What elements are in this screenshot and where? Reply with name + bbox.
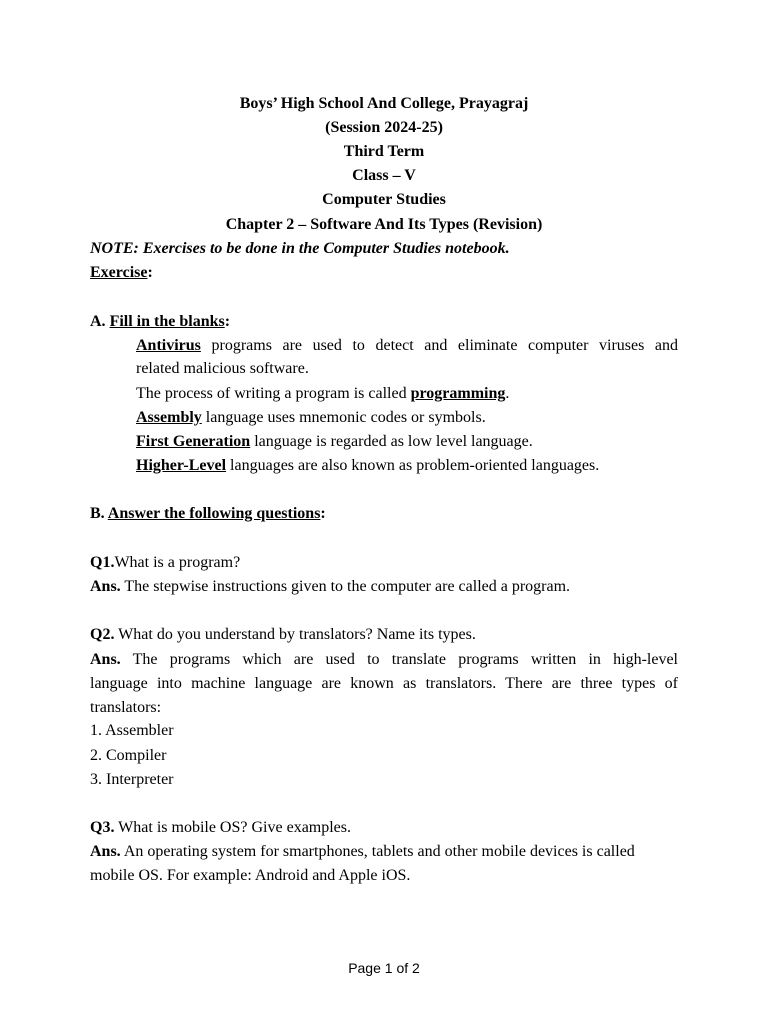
q3-text: What is mobile OS? Give examples. bbox=[118, 819, 352, 836]
blank-answer: Assembly bbox=[136, 409, 202, 426]
answer-text: The programs which are used to translate programs written in high-level bbox=[132, 651, 678, 668]
q1-answer bbox=[90, 577, 678, 597]
section-a-heading bbox=[90, 312, 678, 332]
q3-question bbox=[90, 818, 678, 838]
answer-text: The stepwise instructions given to the computer are called a program. bbox=[124, 578, 571, 595]
q1-question bbox=[90, 553, 678, 573]
q2-answer-line-1 bbox=[90, 650, 678, 670]
blank-text: programs are used to detect and eliminate computer viruses and bbox=[211, 337, 679, 354]
q2-answer-line-3: translators: bbox=[90, 699, 162, 716]
q1-label: Q1. bbox=[90, 554, 115, 571]
chapter-title: Chapter 2 – Software And Its Types (Revision) bbox=[225, 216, 543, 233]
ans-label: Ans. bbox=[90, 578, 121, 595]
fill-blank-1 bbox=[136, 336, 678, 356]
blank-answer: First Generation bbox=[136, 433, 251, 450]
section-b-colon: : bbox=[320, 505, 326, 522]
section-b-title: Answer the following questions bbox=[107, 505, 321, 522]
exercise-colon: : bbox=[147, 264, 153, 281]
list-item: 3. Interpreter bbox=[90, 771, 174, 788]
subject: Computer Studies bbox=[322, 191, 446, 208]
q3-answer-line-2: mobile OS. For example: Android and Apple iOS. bbox=[90, 867, 411, 884]
list-item: 2. Compiler bbox=[90, 747, 167, 764]
exercise-label: Exercise bbox=[90, 264, 148, 281]
ans-label: Ans. bbox=[90, 651, 121, 668]
section-b-heading bbox=[90, 504, 678, 524]
list-item: 1. Assembler bbox=[90, 722, 174, 739]
blank-answer: programming bbox=[410, 385, 506, 402]
q2-answer-line-2: language into machine language are known as translators. There are three types of bbox=[90, 675, 678, 692]
fill-blank-1-continuation: related malicious software. bbox=[136, 360, 309, 377]
school-name: Boys’ High School And College, Prayagraj bbox=[239, 95, 529, 112]
section-a-prefix: A. bbox=[90, 313, 106, 330]
session: (Session 2024-25) bbox=[325, 119, 443, 136]
blank-text: The process of writing a program is called bbox=[136, 385, 407, 402]
blank-punct: . bbox=[505, 385, 510, 402]
class-label: Class – V bbox=[352, 167, 416, 184]
fill-blank-5 bbox=[136, 456, 678, 476]
q2-question bbox=[90, 625, 678, 645]
ans-label: Ans. bbox=[90, 843, 121, 860]
q3-label: Q3. bbox=[90, 819, 115, 836]
section-a-title: Fill in the blanks bbox=[109, 313, 225, 330]
blank-answer: Higher-Level bbox=[136, 457, 227, 474]
blank-text: language uses mnemonic codes or symbols. bbox=[205, 409, 486, 426]
term: Third Term bbox=[343, 143, 425, 160]
blank-text: language is regarded as low level language. bbox=[254, 433, 533, 450]
note: NOTE: Exercises to be done in the Computer Studies notebook. bbox=[90, 240, 510, 257]
q1-text: What is a program? bbox=[114, 554, 241, 571]
fill-blank-3 bbox=[136, 408, 678, 428]
answer-text: An operating system for smartphones, tablets and other mobile devices is called bbox=[123, 843, 635, 860]
fill-blank-2 bbox=[136, 384, 678, 404]
blank-text: languages are also known as problem-oriented languages. bbox=[230, 457, 600, 474]
q2-label: Q2. bbox=[90, 626, 115, 643]
section-b-prefix: B. bbox=[90, 505, 105, 522]
page-number: Page 1 of 2 bbox=[348, 960, 420, 976]
section-a-colon: : bbox=[224, 313, 231, 330]
q3-answer-line-1 bbox=[90, 842, 678, 862]
q2-text: What do you understand by translators? Name its types. bbox=[118, 626, 476, 643]
blank-answer: Antivirus bbox=[136, 337, 201, 354]
fill-blank-4 bbox=[136, 432, 678, 452]
exercise-heading bbox=[90, 263, 678, 283]
